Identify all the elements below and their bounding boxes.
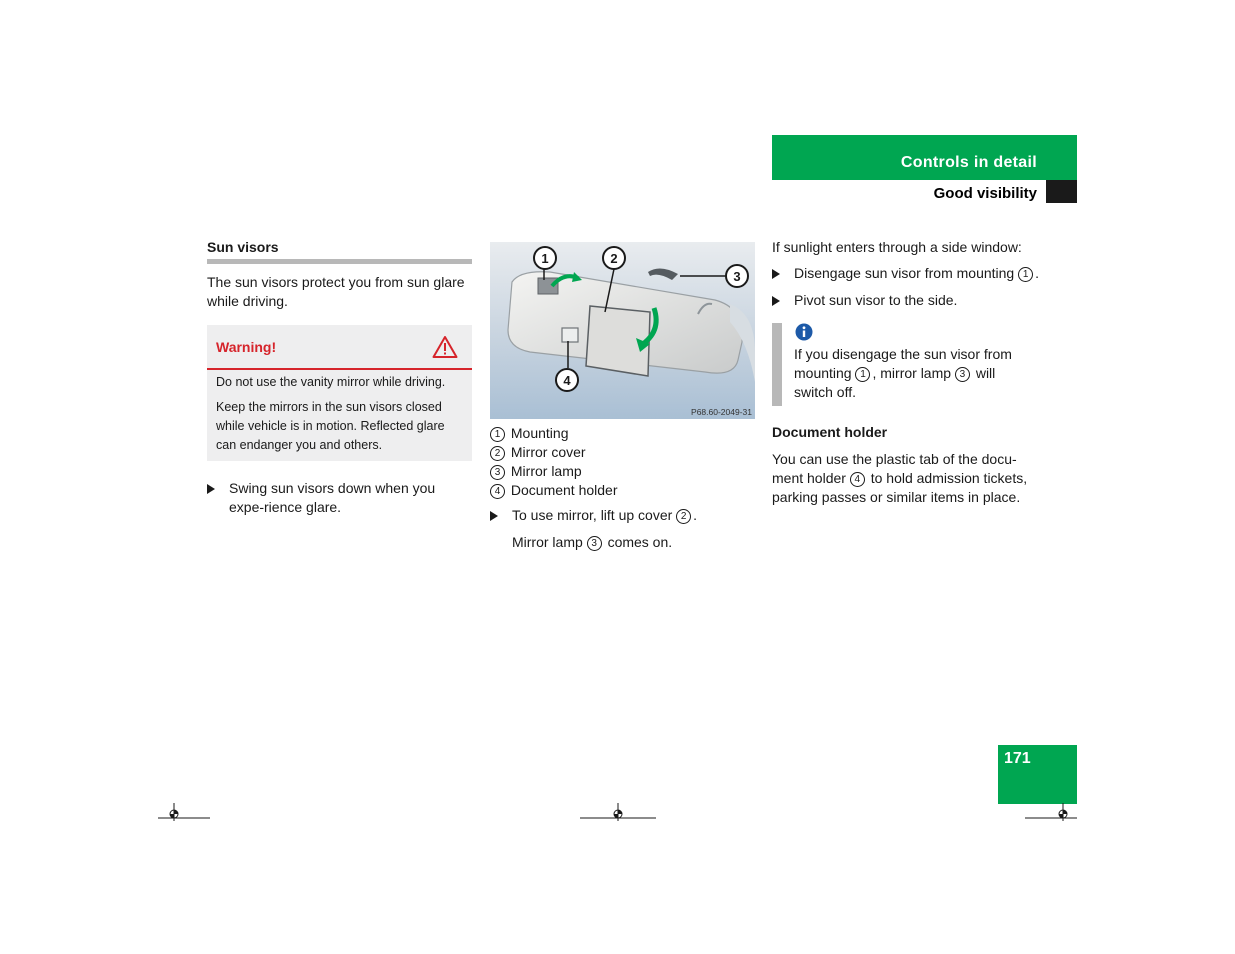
bullet-swing-visors — [207, 479, 472, 517]
page-number-box — [998, 745, 1077, 804]
warning-title: Warning! — [216, 339, 277, 355]
legend-item: 4 Document holder — [490, 481, 755, 500]
callout-1 — [534, 247, 556, 269]
result-text: Mirror lamp 3 comes on. — [512, 534, 673, 550]
figure-legend — [490, 424, 755, 500]
legend-item: 3 Mirror lamp — [490, 462, 755, 481]
callout-4 — [556, 369, 578, 391]
sun-visors-heading: Sun visors — [207, 239, 279, 255]
warning-line-1: Do not use the vanity mirror while driving. — [216, 375, 446, 389]
info-icon — [795, 323, 813, 346]
legend-item: 2 Mirror cover — [490, 443, 755, 462]
document-holder-text: You can use the plastic tab of the docu-ment holder 4 to hold admission tickets, parking passes or similar items in place. — [772, 451, 1028, 505]
bullet-text: Pivot sun visor to the side. — [794, 292, 958, 308]
bullet-lift-cover — [490, 506, 755, 525]
bullet-pivot — [772, 291, 1042, 310]
bullet-arrow-icon — [207, 484, 215, 494]
bullet-arrow-icon — [772, 269, 780, 279]
chapter-title: Controls in detail — [900, 154, 1037, 171]
crop-mark-icon — [580, 803, 656, 821]
section-header — [772, 184, 1077, 204]
bullet-arrow-icon — [772, 296, 780, 306]
warning-line-2: Keep the mirrors in the sun visors closed while vehicle is in motion. Reflected glare can endanger you and others. — [216, 400, 445, 452]
info-text: If you disengage the sun visor from mounting 1 , mirror lamp 3 will switch off. — [794, 346, 1012, 400]
callout-3 — [726, 265, 748, 287]
warning-box — [207, 325, 472, 461]
chapter-header — [772, 135, 1077, 180]
callout-2 — [603, 247, 625, 269]
warning-header — [207, 325, 472, 370]
sun-visors-intro: The sun visors protect you from sun glare while driving. — [207, 274, 465, 309]
heading-rule — [207, 259, 472, 264]
sun-visors-section — [207, 239, 472, 264]
side-window-intro: If sunlight enters through a side window: — [772, 239, 1022, 255]
section-title: Good visibility — [933, 185, 1037, 202]
svg-text:2: 2 — [610, 251, 618, 266]
bullet-text: Swing sun visors down when you expe-rience glare. — [229, 480, 436, 515]
warning-triangle-icon — [432, 335, 458, 364]
bullet-text: To use mirror, lift up cover 2 . — [512, 507, 698, 523]
sun-visor-illustration — [490, 242, 755, 419]
svg-text:3: 3 — [733, 269, 741, 284]
info-bar — [772, 323, 782, 406]
svg-text:4: 4 — [563, 373, 571, 388]
page-number: 171 — [1004, 750, 1031, 767]
crop-mark-icon — [1025, 803, 1077, 821]
section-marker — [1046, 180, 1077, 203]
bullet-arrow-icon — [490, 511, 498, 521]
document-holder-heading: Document holder — [772, 424, 888, 440]
bullet-text: Disengage sun visor from mounting 1 . — [794, 265, 1040, 281]
bullet-disengage — [772, 264, 1042, 283]
figure-code: P68.60-2049-31 — [691, 407, 752, 417]
sun-visor-figure — [490, 242, 755, 419]
crop-mark-icon — [158, 803, 210, 821]
svg-text:1: 1 — [541, 251, 549, 266]
legend-item: 1 Mounting — [490, 424, 755, 443]
